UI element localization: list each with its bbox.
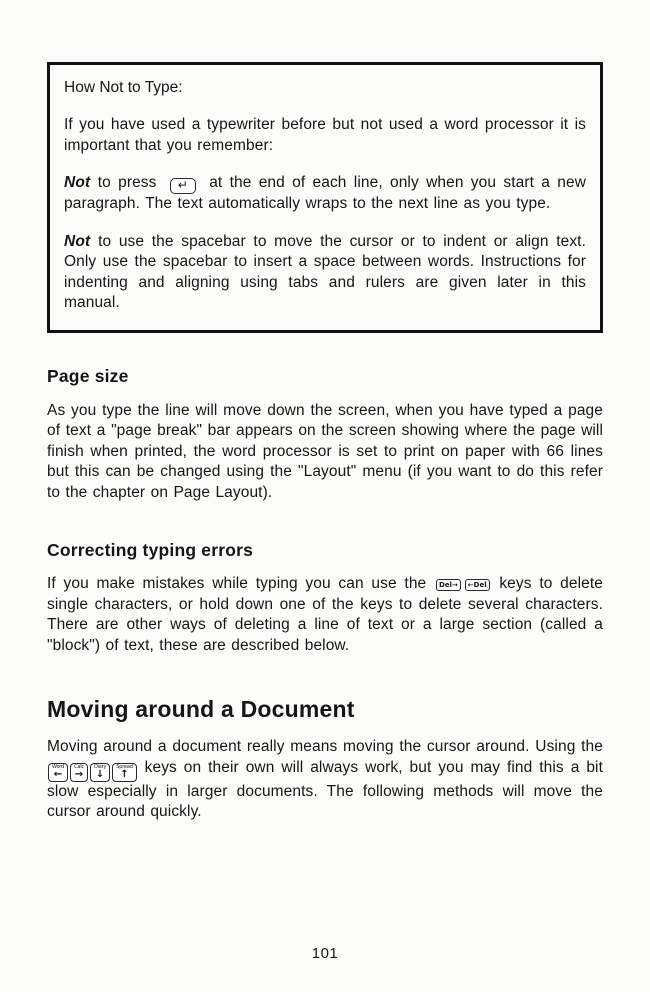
paragraph-text: keys on their own will always work, but you may find this a bit slow especially in larger documents. The following methods will move the cursor around quickly.: [47, 758, 603, 820]
delete-left-key-icon: ←Del: [465, 579, 490, 591]
moving-around-heading: Moving around a Document: [47, 696, 355, 722]
section-moving-around: [47, 696, 603, 823]
moving-around-paragraph: [47, 737, 603, 823]
note-box-paragraph-1: If you have used a typewriter before but not used a word processor it is important that you remember:: [64, 116, 586, 154]
left-arrow-glyph: ←: [53, 768, 63, 780]
key-top-label: Word: [52, 763, 65, 770]
note-box-paragraph-3: [64, 232, 586, 314]
right-arrow-glyph: →: [74, 768, 84, 780]
key-top-label: Calc: [74, 763, 84, 770]
paragraph-text: at the end of each line, only when you start a new paragraph. The text automatically wraps to the next line as you type.: [64, 174, 586, 212]
not-emphasis: Not: [64, 174, 91, 191]
paragraph-text: If you make mistakes while typing you can use the: [47, 575, 434, 592]
page-size-heading: Page size: [47, 365, 129, 386]
delete-right-key-icon: Del→: [436, 579, 461, 591]
return-key-icon: ↵: [170, 178, 196, 194]
cursor-down-key-icon: [90, 763, 110, 782]
cursor-left-key-icon: [48, 763, 68, 782]
paragraph-text: to press: [90, 174, 164, 191]
correcting-errors-heading: Correcting typing errors: [47, 540, 254, 560]
key-top-label: Spread: [116, 763, 133, 770]
not-emphasis: Not: [64, 232, 91, 250]
paragraph-text: to use the spacebar to move the cursor or to indent or align text. Only use the spacebar to insert a space between words. Instructions for indenting and aligning using tabs and rulers are given later in this manual.: [64, 232, 586, 311]
down-arrow-glyph: ↓: [95, 768, 105, 780]
section-page-size: [47, 366, 603, 504]
up-arrow-glyph: ↑: [120, 768, 129, 780]
paragraph-text: Moving around a document really means moving the cursor around. Using the: [47, 738, 603, 755]
page-number: 101: [311, 945, 339, 962]
note-box-title: How Not to Type:: [64, 79, 183, 96]
key-top-label: Diary: [93, 763, 107, 770]
correcting-errors-paragraph: [47, 574, 603, 656]
how-not-to-type-box: [47, 62, 603, 333]
cursor-right-key-icon: [70, 763, 88, 782]
page-size-paragraph: As you type the line will move down the screen, when you have typed a page of text a "page break" bar appears on the screen showing where the page will finish when printed, the word processor is set to print on paper with 66 lines but this can be changed using the "Layout" menu (if you want to do this refer to the chapter on Page Layout).: [47, 401, 603, 501]
paragraph-text: keys to delete single characters, or hold down one of the keys to delete several characters. There are other ways of deleting a line of text or a large section (called a "block") of text, these are described below.: [47, 575, 603, 654]
section-correcting-typing-errors: [47, 540, 603, 656]
cursor-up-key-icon: [112, 763, 136, 782]
note-box-paragraph-2: [64, 173, 586, 215]
